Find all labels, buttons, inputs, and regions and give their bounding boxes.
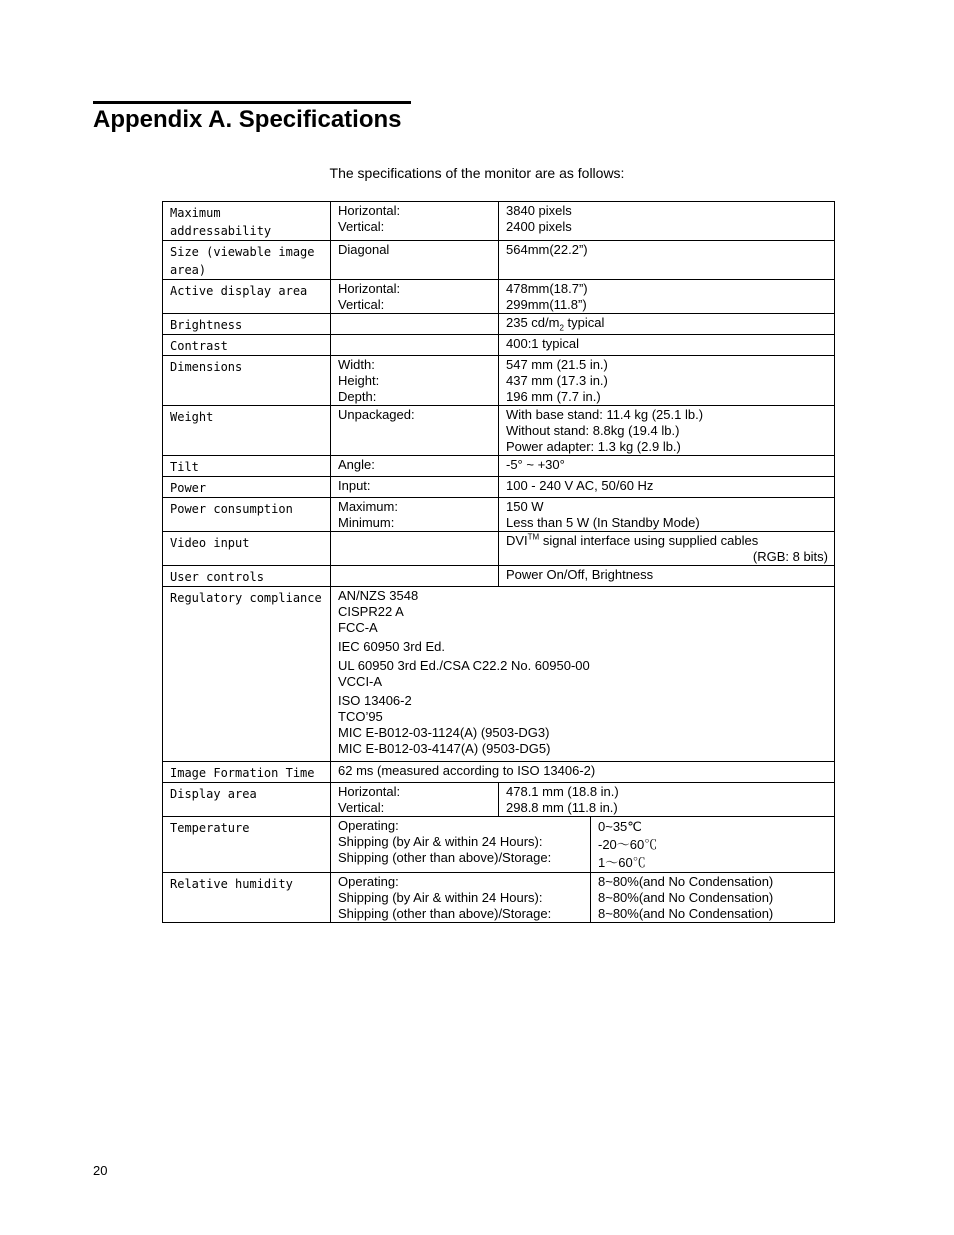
spec-label: Image Formation Time (163, 762, 331, 783)
spec-value: 62 ms (measured according to ISO 13406-2) (331, 762, 835, 783)
spec-sublabel: Angle: (331, 456, 499, 477)
list-item: TCO’95 (338, 709, 383, 724)
spec-value: Power On/Off, Brightness (499, 566, 835, 587)
spec-label: Regulatory compliance (163, 587, 331, 762)
spec-sublabel: Width: Height: Depth: (331, 356, 499, 406)
page-title: Appendix A. Specifications (93, 106, 402, 133)
list-item: MIC E-B012-03-4147(A) (9503-DG5) (338, 741, 551, 756)
spec-value: 0~35℃ -20～60℃ 1～60℃ (591, 817, 835, 873)
spec-value: 478.1 mm (18.8 in.) 298.8 mm (11.8 in.) (499, 783, 835, 817)
spec-value: 100 - 240 V AC, 50/60 Hz (499, 477, 835, 498)
spec-label: Dimensions (163, 356, 331, 406)
spec-value: -5° ~ +30° (499, 456, 835, 477)
spec-row-active-display-area (163, 280, 835, 314)
spec-row-user-controls (163, 566, 835, 587)
spec-row-dimensions (163, 356, 835, 406)
spec-sublabel: Maximum: Minimum: (331, 498, 499, 532)
list-item: FCC-A (338, 620, 378, 635)
spec-label: Active display area (163, 280, 331, 314)
spec-sublabel: Operating: Shipping (by Air & within 24 Hours): Shipping (other than above)/Storage: (331, 873, 591, 923)
spec-row-humidity (163, 873, 835, 923)
spec-value: 547 mm (21.5 in.) 437 mm (17.3 in.) 196 mm (7.7 in.) (499, 356, 835, 406)
spec-row-power (163, 477, 835, 498)
spec-label: Size (viewable image area) (163, 241, 331, 280)
list-item: ISO 13406-2 (338, 693, 412, 708)
spec-label: Tilt (163, 456, 331, 477)
list-item: UL 60950 3rd Ed./CSA C22.2 No. 60950-00 (338, 658, 590, 673)
spec-row-power-consumption (163, 498, 835, 532)
spec-sublabel: Unpackaged: (331, 406, 499, 456)
spec-label: User controls (163, 566, 331, 587)
spec-value: 8~80%(and No Condensation) 8~80%(and No Condensation) 8~80%(and No Condensation) (591, 873, 835, 923)
spec-label: Power consumption (163, 498, 331, 532)
spec-sublabel (331, 335, 499, 356)
spec-label: Temperature (163, 817, 331, 873)
spec-sublabel: Horizontal: Vertical: (331, 280, 499, 314)
list-item: MIC E-B012-03-1124(A) (9503-DG3) (338, 725, 550, 740)
spec-row-display-area (163, 783, 835, 817)
spec-label: Brightness (163, 314, 331, 335)
spec-value: 3840 pixels 2400 pixels (499, 202, 835, 241)
spec-value: With base stand: 11.4 kg (25.1 lb.) Without stand: 8.8kg (19.4 lb.) Power adapter: 1.3 kg (2.9 lb.) (499, 406, 835, 456)
spec-row-weight (163, 406, 835, 456)
spec-label: Video input (163, 532, 331, 566)
spec-sublabel (331, 314, 499, 335)
specifications-table (162, 201, 835, 923)
spec-value: DVI™ signal interface using supplied cables (RGB: 8 bits) (499, 532, 835, 566)
spec-label: Power (163, 477, 331, 498)
spec-row-temperature (163, 817, 835, 873)
page-number: 20 (93, 1163, 108, 1178)
spec-value: 150 W Less than 5 W (In Standby Mode) (499, 498, 835, 532)
spec-label: Contrast (163, 335, 331, 356)
list-item: CISPR22 A (338, 604, 404, 619)
spec-row-contrast (163, 335, 835, 356)
spec-label: Weight (163, 406, 331, 456)
spec-sublabel (331, 532, 499, 566)
spec-value: 564mm(22.2”) (499, 241, 835, 280)
spec-row-video-input (163, 532, 835, 566)
spec-sublabel: Horizontal: Vertical: (331, 783, 499, 817)
spec-row-size (163, 241, 835, 280)
spec-value (331, 587, 835, 762)
spec-label: Display area (163, 783, 331, 817)
spec-sublabel (331, 566, 499, 587)
spec-value: 478mm(18.7”) 299mm(11.8”) (499, 280, 835, 314)
list-item: IEC 60950 3rd Ed. (338, 639, 445, 654)
spec-row-tilt (163, 456, 835, 477)
spec-row-brightness (163, 314, 835, 335)
spec-sublabel: Horizontal: Vertical: (331, 202, 499, 241)
spec-value: 235 $cd/m_2$ typical (499, 314, 835, 335)
list-item: VCCI-A (338, 674, 383, 689)
intro-text: The specifications of the monitor are as follows: (329, 165, 625, 181)
spec-sublabel: Operating: Shipping (by Air & within 24 Hours): Shipping (other than above)/Storage: (331, 817, 591, 873)
spec-row-image-formation (163, 762, 835, 783)
spec-label: Relative humidity (163, 873, 331, 923)
spec-sublabel: Input: (331, 477, 499, 498)
spec-row-max-addressability (163, 202, 835, 241)
title-rule (93, 101, 411, 104)
list-item: AN/NZS 3548 (338, 588, 419, 603)
spec-value: 400:1 typical (499, 335, 835, 356)
spec-row-regulatory (163, 587, 835, 762)
spec-sublabel: Diagonal (331, 241, 499, 280)
spec-label: Maximum addressability (163, 202, 331, 241)
